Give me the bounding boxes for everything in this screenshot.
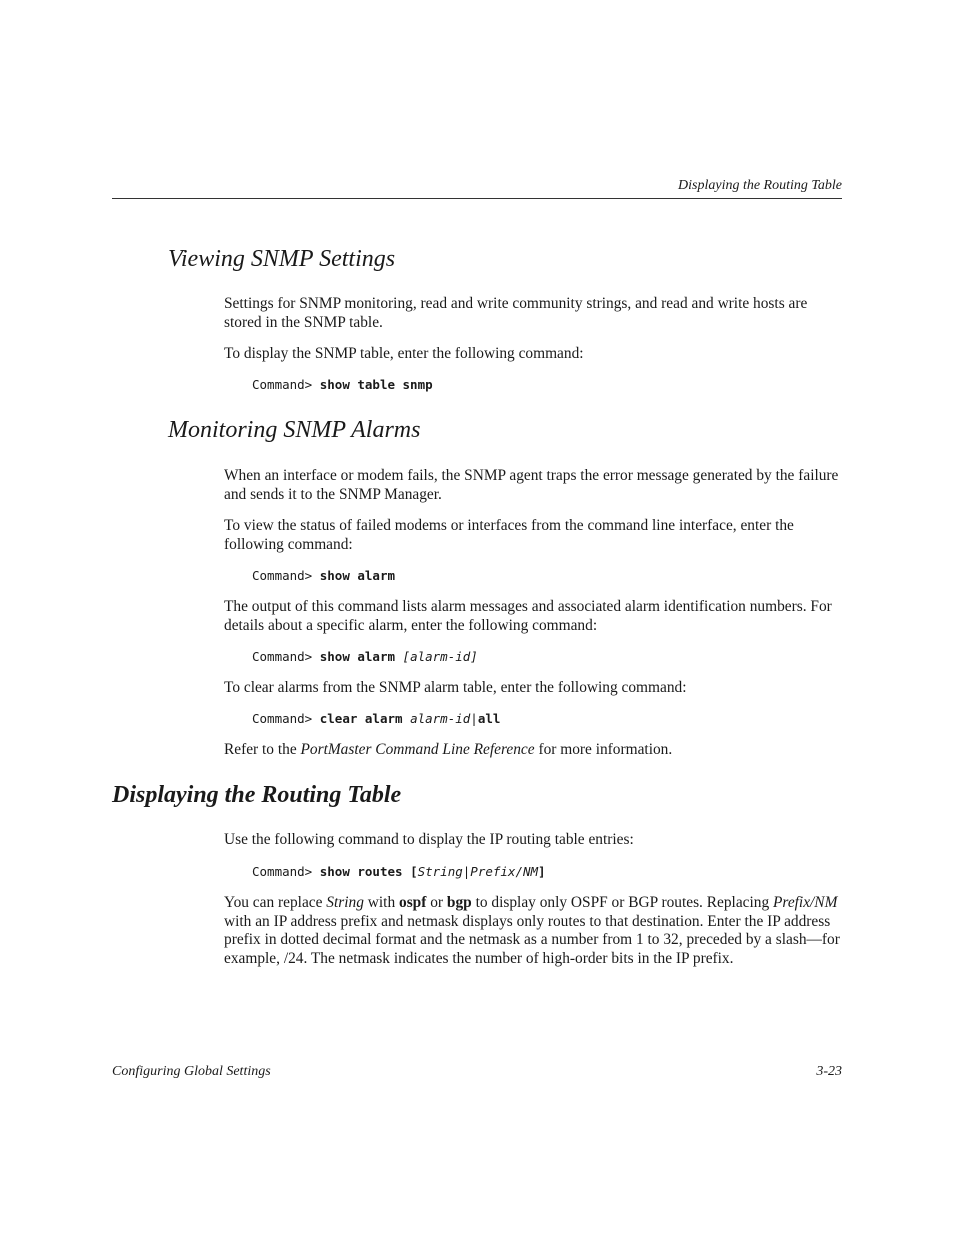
heading-displaying-routing-table: Displaying the Routing Table bbox=[112, 782, 402, 808]
paragraph: To clear alarms from the SNMP alarm table, enter the following command: bbox=[224, 679, 687, 696]
paragraph: Settings for SNMP monitoring, read and write community strings, and read and write hosts are stored in the SNMP table. bbox=[224, 295, 808, 331]
text-run: to display only OSPF or BGP routes. Replacing bbox=[471, 894, 773, 911]
keyword-ospf: ospf bbox=[399, 894, 427, 911]
text-run: with an IP address prefix and netmask displays only routes to that destination. Enter the IP address prefix in dotted decimal format and the netmask as a number from 1 to 32, preceded by a slash—for example, /24. The netmask indicates the number of high-order bits in the IP prefix. bbox=[224, 912, 840, 968]
footer-chapter-title: Configuring Global Settings bbox=[112, 1064, 271, 1079]
paragraph-routes-explanation bbox=[224, 894, 840, 969]
paragraph: Use the following command to display the IP routing table entries: bbox=[224, 831, 634, 848]
header-rule bbox=[112, 198, 842, 199]
heading-monitoring-snmp-alarms: Monitoring SNMP Alarms bbox=[168, 417, 421, 443]
book-title: PortMaster Command Line Reference bbox=[300, 741, 535, 758]
command-text: show alarm bbox=[319, 649, 396, 664]
term-string: String bbox=[326, 894, 364, 911]
command-line bbox=[252, 711, 500, 727]
text-run: or bbox=[426, 894, 447, 911]
bracket-close: ] bbox=[538, 864, 546, 879]
command-keyword: all bbox=[477, 711, 501, 726]
paragraph-reference bbox=[224, 741, 840, 760]
paragraph: To view the status of failed modems or interfaces from the command line interface, enter the following command: bbox=[224, 517, 794, 553]
command-prompt: Command> bbox=[252, 649, 313, 664]
command-text: show routes bbox=[319, 864, 403, 879]
paragraph: The output of this command lists alarm messages and associated alarm identification numbers. For details about a specific alarm, enter the following command: bbox=[224, 598, 832, 634]
text-run: for more information. bbox=[534, 741, 673, 758]
command-argument: String bbox=[417, 864, 463, 879]
text-run: You can replace bbox=[224, 894, 327, 911]
command-line bbox=[252, 649, 478, 665]
bracket-open: [ bbox=[410, 864, 418, 879]
command-argument: alarm-id bbox=[410, 711, 471, 726]
command-prompt: Command> bbox=[252, 711, 313, 726]
command-argument: [alarm-id] bbox=[402, 649, 478, 664]
command-text: clear alarm bbox=[319, 711, 403, 726]
heading-viewing-snmp-settings: Viewing SNMP Settings bbox=[168, 246, 396, 272]
command-prompt: Command> bbox=[252, 864, 313, 879]
command-prompt: Command> bbox=[252, 568, 313, 583]
keyword-bgp: bgp bbox=[446, 894, 472, 911]
command-text: show table snmp bbox=[319, 377, 433, 392]
paragraph: To display the SNMP table, enter the following command: bbox=[224, 345, 584, 362]
paragraph: When an interface or modem fails, the SNMP agent traps the error message generated by the failure and sends it to the SNMP Manager. bbox=[224, 467, 839, 503]
page-number: 3-23 bbox=[816, 1064, 842, 1079]
command-separator: | bbox=[470, 711, 478, 726]
command-separator: | bbox=[462, 864, 471, 879]
command-text: show alarm bbox=[319, 568, 396, 583]
command-line bbox=[252, 864, 546, 880]
command-prompt: Command> bbox=[252, 377, 313, 392]
term-prefix-nm: Prefix/NM bbox=[773, 894, 838, 911]
command-line bbox=[252, 568, 395, 584]
command-argument: Prefix/NM bbox=[470, 864, 539, 879]
command-line bbox=[252, 377, 433, 393]
text-run: with bbox=[363, 894, 399, 911]
running-head: Displaying the Routing Table bbox=[678, 178, 842, 193]
text-run: Refer to the bbox=[224, 741, 301, 758]
